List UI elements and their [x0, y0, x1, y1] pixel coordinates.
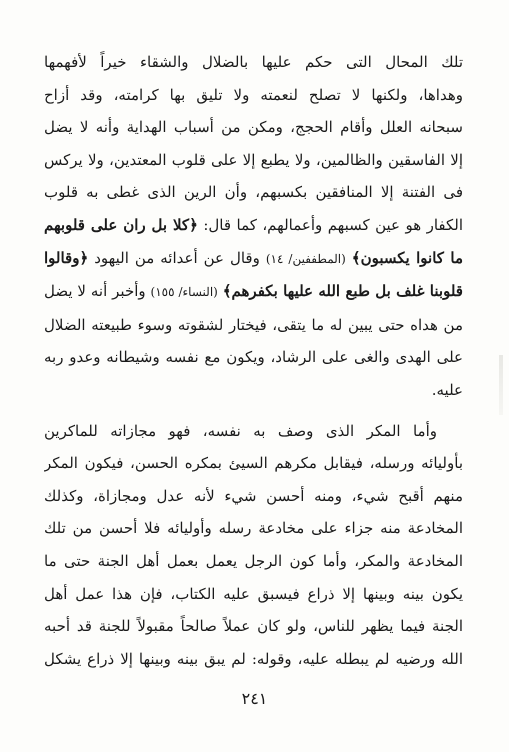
text-line: وهداها، ولكنها لا تصلح لنعمته ولا تليق بها كرامته، وقد أزاح: [44, 85, 463, 104]
verse-reference: (النساء/ ١٥٥): [150, 285, 218, 300]
text-line: الله ورضيه لم يبطله عليه، وقوله: لم يبق بينه وبينها إلا ذراع يشكل: [44, 649, 463, 668]
text-segment: وقال عن أعدائه من اليهود: [94, 248, 260, 267]
paragraph-1: [44, 46, 463, 407]
text-segment: وأخبر أنه لا يضل من هداه حتى يبين له ما يتقى، فيختار لشقوته وسوء طبيعته الضلال على الهدى والغى على الرشاد، ويكون مع نفسه وشيطانه وعدو ربه عليه.: [44, 282, 463, 399]
quranic-quote: ﴿وقالوا قلوبنا غلف بل طبع الله عليها بكفرهم﴾: [44, 248, 463, 301]
text-line: تلك المحال التى حكم عليها بالضلال والشقاء خيراً لأفهمها: [44, 53, 463, 71]
paragraph-2: [44, 415, 463, 676]
text-line: إلا الفاسقين والظالمين، ولا يطبع إلا على قلوب المعتدين، ولا يركس: [44, 150, 463, 169]
verse-reference: (المطففين/ ١٤): [265, 251, 346, 266]
text-line: الجنة فيما يظهر للناس، ولو كان عملاً صالحاً مقبولاً للجنة قد أحبه: [44, 617, 463, 636]
text-line: سبحانه العلل وأقام الحجج، ومكن من أسباب الهداية وأنه لا يضل: [44, 118, 463, 137]
text-line: يكون بينه وبينها إلا ذراع فيسبق عليه الكتاب، فإن هذا عمل أهل: [44, 584, 463, 603]
body-text: [44, 46, 463, 675]
text-line: منهم أقبح شيء، ومنه أحسن شيء لأنه عدل ومجازاة، وكذلك: [44, 486, 463, 505]
text-line: المخادعة والمكر، وأما كون الرجل يعمل بعمل أهل الجنة حتى ما: [44, 551, 463, 570]
text-line: وأما المكر الذى وصف به نفسه، فهو مجازاته للماكرين: [44, 421, 437, 440]
page-number: ٢٤١: [241, 689, 268, 708]
page-edge-shadow: [499, 355, 503, 415]
quranic-quote: ﴿كلا بل ران على قلوبهم ما كانوا يكسبون﴾: [44, 215, 463, 267]
text-line: بأوليائه ورسله، فيقابل مكرهم السيئ بمكره الحسن، فيكون المكر: [44, 454, 463, 473]
text-line: فى الفتنة إلا المنافقين بكسبهم، وأن الرين الذى غطى به قلوب: [44, 183, 463, 202]
text-line: المخادعة منه جزاء على مخادعة رسله وأوليائه فلا أحسن من تلك: [44, 519, 463, 538]
text-segment: الكفار هو عين كسبهم وأعمالهم، كما قال:: [203, 215, 463, 234]
text-line-with-quote: [44, 209, 463, 407]
